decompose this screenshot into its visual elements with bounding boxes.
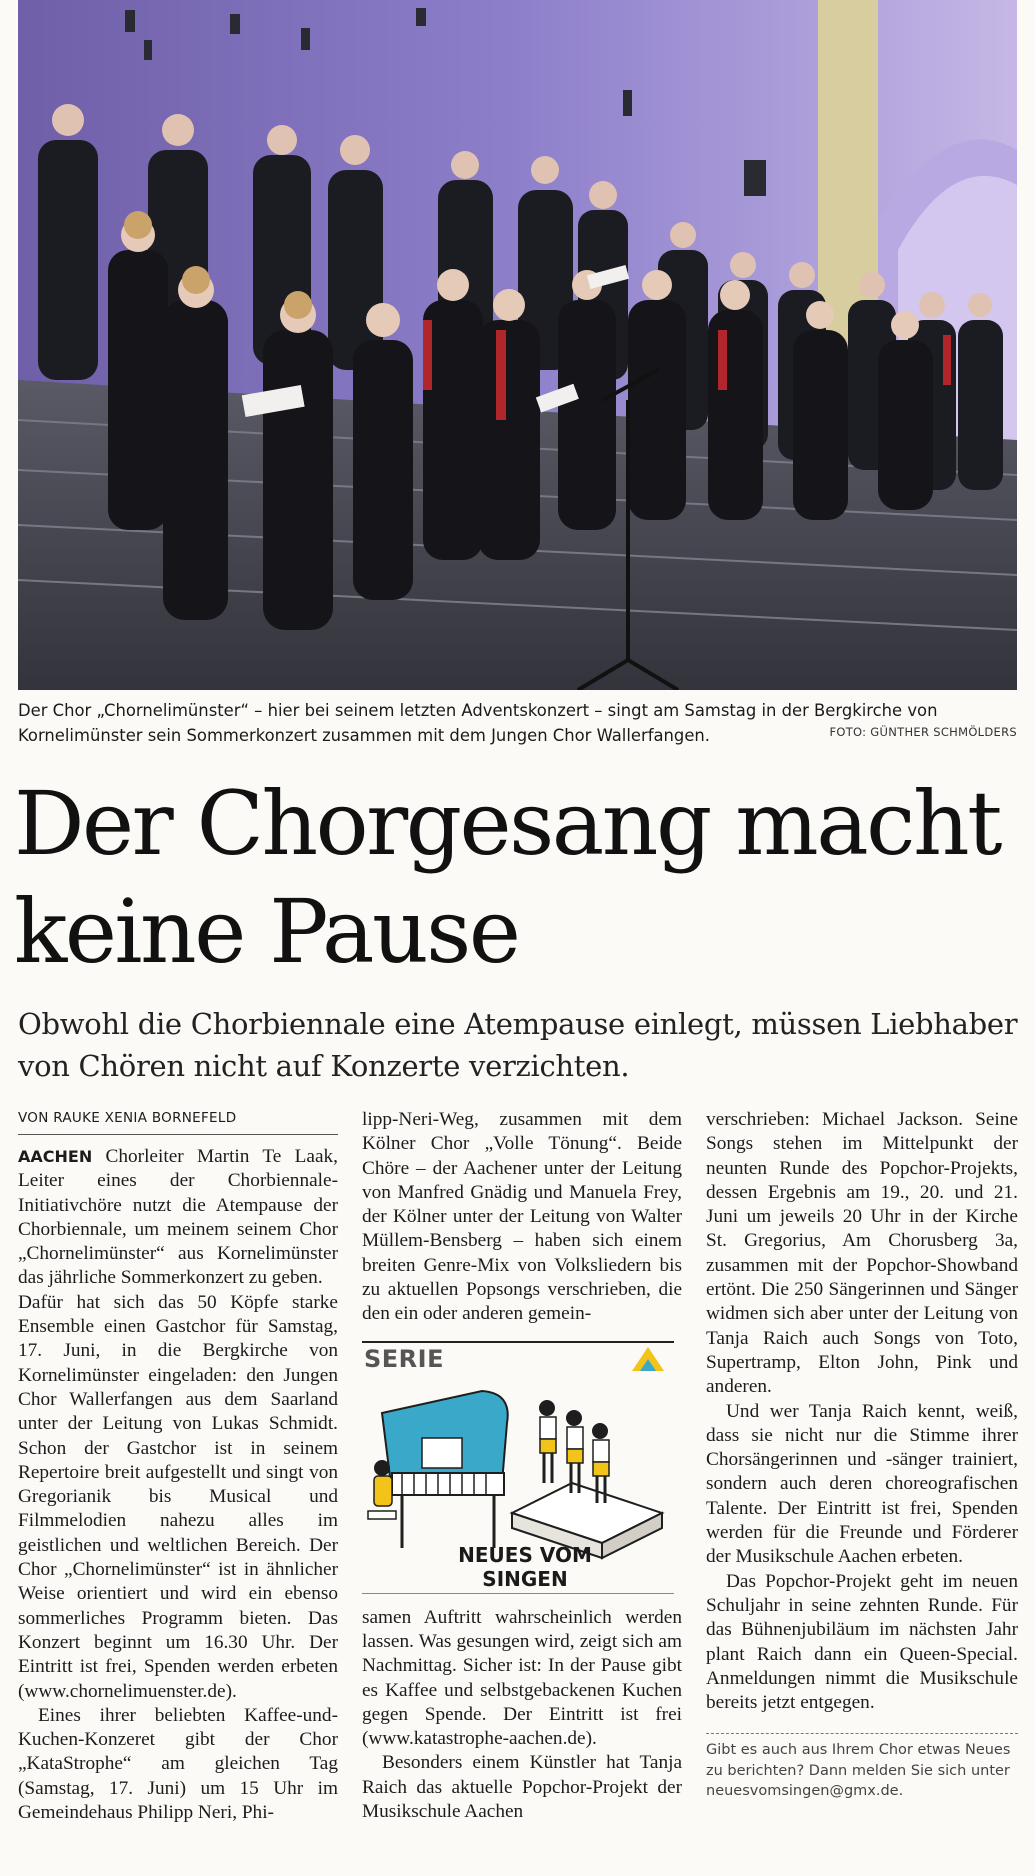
paragraph: Besonders einem Künstler hat Tanja Raich das aktuelle Popchor-Projekt der Musikschule Aachen	[362, 1752, 682, 1823]
paragraph: samen Auftritt wahrscheinlich werden lassen. Was gesungen wird, zeigt sich am Nachmittag. Sicher ist: In der Pause gibt es Kaffee und selbstgebackenen Kuchen gegen Spende. Der Eintritt ist frei (www.katastrophe-aachen.de).	[362, 1606, 682, 1750]
paragraph: Dafür hat sich das 50 Köpfe starke Ensemble einen Gastchor für Samstag, 17. Juni, in die Bergkirche von Kornelimünster eingeladen: den Jungen Chor Wallerfangen aus dem Saarland unter der Leitung von Lukas Schmidt. Schon der Gastchor ist in seinem Repertoire breit aufgestellt und singt von Gregorianik bis Musical und Filmmelodien nahezu alles im geistlichen und weltlichen Bereich. Der Chor „Chornelimünster“ ist in ähnlicher Weise orientiert und wird ein ebenso sommerliches Programm bieten. Das Konzert beginnt um 16.30 Uhr. Der Eintritt ist frei, Spenden werden erbeten (www.chornelimuenster.de).	[18, 1291, 338, 1702]
callout-box: Gibt es auch aus Ihrem Chor etwas Neues zu berichten? Dann melden Sie sich unter neuesvomsingen@gmx.de.	[706, 1733, 1018, 1802]
dateline: AACHEN	[18, 1147, 93, 1166]
paragraph: Eines ihrer beliebten Kaffee-und-Kuchen-Konzeret gibt der Chor „KataStrophe“ am gleichen Tag (Samstag, 17. Juni) um 15 Uhr im Gemeindehaus Philipp Neri, Phi-	[18, 1704, 338, 1824]
choir-photo	[18, 0, 1017, 690]
author-byline: VON RAUKE XENIA BORNEFELD	[18, 1108, 338, 1135]
headline: Der Chorgesang macht keine Pause	[14, 772, 1000, 983]
serie-title: NEUES VOM SINGEN	[458, 1542, 592, 1591]
choir-photo-illustration	[18, 0, 1017, 690]
paragraph: verschrieben: Michael Jackson. Seine Songs stehen im Mittelpunkt der neunten Runde des Popchor-Projekts, dessen Ergebnis am 19., 20. und 21. Juni um jeweils 20 Uhr in der Kirche St. Gregorius, Am Chorusberg 3a, zusammen mit der Popchor-Showband ertönt. Die 250 Sängerinnen und Sänger widmen sich aber unter der Leitung von Tanja Raich auch Songs von Toto, Supertramp, Elton John, Pink und anderen.	[706, 1109, 1018, 1398]
paragraph	[18, 1145, 338, 1291]
aachen-logo-icon	[632, 1347, 664, 1371]
photo-credit: FOTO: GÜNTHER SCHMÖLDERS	[829, 725, 1017, 739]
singers-icon	[512, 1400, 662, 1558]
piano-icon	[368, 1391, 508, 1548]
subheadline: Obwohl die Chorbiennale eine Atempause einlegt, müssen Liebhaber von Chören nicht auf Konzerte verzichten.	[18, 1007, 1018, 1083]
photo-caption: Der Chor „Chornelimünster“ – hier bei seinem letzten Adventskonzert – singt am Samstag in der Bergkirche von Kornelimünster sein Sommerkonzert zusammen mit dem Jungen Chor Wallerfangen.	[18, 701, 938, 745]
serie-label: SERIE	[364, 1344, 444, 1373]
article-column-3	[706, 1108, 1018, 1802]
article-column-1	[18, 1108, 338, 1825]
paragraph: Das Popchor-Projekt geht im neuen Schuljahr in seine zehnten Runde. Für das Bühnenjubiläum im nächsten Jahr plant Raich dann ein Queen-Special. Anmeldungen nimmt die Musikschule bereits jetzt entgegen.	[706, 1570, 1018, 1714]
article-column-2	[362, 1108, 682, 1824]
paragraph-text: Chorleiter Martin Te Laak, Leiter eines der Chorbiennale-Initiativchöre nutzt die Atempause der Chorbiennale, um meinem seinem Chor „Chornelimünster“ aus Kornelimünster das jährliche Sommerkonzert zu geben.	[18, 1146, 338, 1289]
paragraph: lipp-Neri-Weg, zusammen mit dem Kölner Chor „Volle Tönung“. Beide Chöre – der Aachener unter der Leitung von Manfred Gnädig und Manuela Frey, der Kölner unter der Leitung von Walter Müllem-Bensberg – haben sich einem breiten Genre-Mix von Volksliedern bis zu aktuellen Popsongs verschrieben, die den ein oder anderen gemein-	[362, 1109, 682, 1325]
paragraph: Und wer Tanja Raich kennt, weiß, dass sie nicht nur die Stimme ihrer Chorsängerinnen und -sänger trainiert, sondern auch deren choreografischen Talente. Der Eintritt ist frei, Spenden werden für die Freunde und Förderer der Musikschule Aachen erbeten.	[706, 1400, 1018, 1568]
serie-box	[362, 1341, 674, 1594]
